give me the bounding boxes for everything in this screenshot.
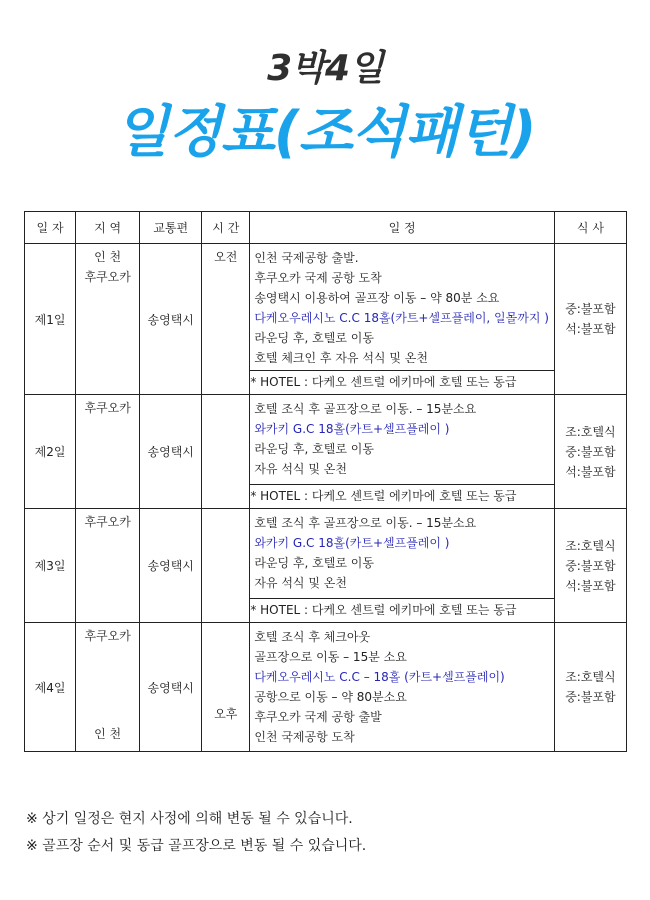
schedule-line: 인천 국제공항 출발. [254, 251, 359, 265]
region-item: 후쿠오카 [84, 401, 131, 415]
schedule-cell [250, 244, 555, 371]
hotel-info: * HOTEL : 다케오 센트럴 에키마에 호텔 또는 동급 [250, 485, 555, 509]
title-schedule: 일정표(조석패턴) [114, 100, 536, 165]
header-transport: 교통편 [140, 212, 202, 244]
transport-label: 송영택시 [140, 244, 202, 395]
transport-label: 송영택시 [140, 395, 202, 509]
header-time: 시 간 [202, 212, 250, 244]
table-header-row [25, 212, 627, 244]
time-cell [202, 623, 250, 752]
schedule-line: 와카키 G.C 18홀(카트+셀프플레이 ) [254, 536, 450, 550]
schedule-line: 호텔 조식 후 체크아웃 [254, 630, 371, 644]
schedule-cell [250, 509, 555, 599]
meal-item: 석:불포함 [565, 322, 616, 336]
schedule-line: 호텔 체크인 후 자유 석식 및 온천 [254, 351, 428, 365]
region-cell [76, 244, 140, 395]
meal-item: 중:불포함 [565, 690, 616, 704]
meal-item: 조:호텔식 [565, 670, 616, 684]
meals-cell [554, 395, 626, 509]
schedule-cell [250, 395, 555, 485]
time-bottom [202, 575, 249, 595]
meal-item: 조:호텔식 [565, 538, 616, 553]
day-row [25, 509, 627, 599]
time-cell [202, 395, 250, 509]
time-bottom [202, 347, 249, 367]
header-day: 일 자 [25, 212, 76, 244]
schedule-cell [250, 623, 555, 752]
day-label: 제3일 [25, 509, 76, 623]
schedule-line: 골프장으로 이동 – 15분 소요 [254, 650, 407, 664]
day-label: 제2일 [25, 395, 76, 509]
day-row [25, 244, 627, 371]
meals-cell [554, 509, 626, 623]
schedule-line: 라운딩 후, 호텔로 이동 [254, 556, 374, 570]
transport-label: 송영택시 [140, 623, 202, 752]
schedule-line: 다케오우레시노 C.C 18홀(카트+셀프플레이, 일몰까지 ) [254, 311, 549, 325]
hotel-info: * HOTEL : 다케오 센트럴 에키마에 호텔 또는 동급 [250, 599, 555, 623]
time-top [202, 512, 249, 532]
note-item: ※ 상기 일정은 현지 사정에 의해 변동 될 수 있습니다. [26, 811, 353, 827]
schedule-table [24, 211, 627, 752]
transport-label: 송영택시 [140, 509, 202, 623]
notes [26, 806, 366, 860]
region-item: 인 천 [94, 727, 122, 741]
header-meals: 식 사 [554, 212, 626, 244]
meals-cell [554, 244, 626, 395]
meal-item: 중:불포함 [565, 302, 616, 316]
note-item: ※ 골프장 순서 및 동급 골프장으로 변동 될 수 있습니다. [26, 838, 367, 854]
schedule-line: 인천 국제공항 도착 [254, 730, 355, 744]
title-nights-days: 3박4일 [267, 48, 383, 89]
day-row [25, 395, 627, 485]
time-cell [202, 509, 250, 623]
schedule-line: 송영택시 이용하여 골프장 이동 – 약 80분 소요 [254, 291, 500, 305]
schedule-line: 호텔 조식 후 골프장으로 이동. – 15분소요 [254, 402, 477, 416]
schedule-line: 후쿠오카 국제 공항 출발 [254, 710, 382, 724]
schedule-line: 와카키 G.C 18홀(카트+셀프플레이 ) [254, 422, 450, 436]
region-cell [76, 509, 140, 623]
time-bottom: 오후 [214, 707, 238, 721]
region-cell [76, 395, 140, 509]
header-schedule: 일 정 [250, 212, 555, 244]
schedule-line: 자유 석식 및 온천 [254, 462, 347, 476]
meal-item: 석:불포함 [565, 464, 616, 479]
hotel-info: * HOTEL : 다케오 센트럴 에키마에 호텔 또는 동급 [250, 371, 555, 395]
meal-item: 중:불포함 [565, 558, 616, 573]
day-label: 제4일 [25, 623, 76, 752]
time-top [202, 398, 249, 418]
schedule-line: 다케오우레시노 C.C – 18홀 (카트+셀프플레이) [254, 670, 505, 684]
schedule-line: 호텔 조식 후 골프장으로 이동. – 15분소요 [254, 516, 477, 530]
schedule-line: 후쿠오카 국제 공항 도착 [254, 271, 382, 285]
time-bottom [202, 461, 249, 481]
schedule-line: 자유 석식 및 온천 [254, 576, 347, 590]
region-item: 후쿠오카 [84, 270, 131, 284]
meals-cell [554, 623, 626, 752]
region-item: 후쿠오카 [84, 515, 131, 529]
time-cell [202, 244, 250, 395]
day-row [25, 623, 627, 752]
schedule-line: 공항으로 이동 – 약 80분소요 [254, 690, 407, 704]
meal-item: 중:불포함 [565, 444, 616, 459]
schedule-line: 라운딩 후, 호텔로 이동 [254, 442, 374, 456]
schedule-line: 라운딩 후, 호텔로 이동 [254, 331, 374, 345]
time-top [202, 626, 249, 646]
meal-item: 조:호텔식 [565, 424, 616, 439]
day-label: 제1일 [25, 244, 76, 395]
region-item: 인 천 [94, 250, 122, 264]
region-cell [76, 623, 140, 752]
region-item: 후쿠오카 [84, 629, 131, 643]
time-top: 오전 [214, 250, 238, 264]
header-region: 지 역 [76, 212, 140, 244]
meal-item: 석:불포함 [565, 578, 616, 593]
